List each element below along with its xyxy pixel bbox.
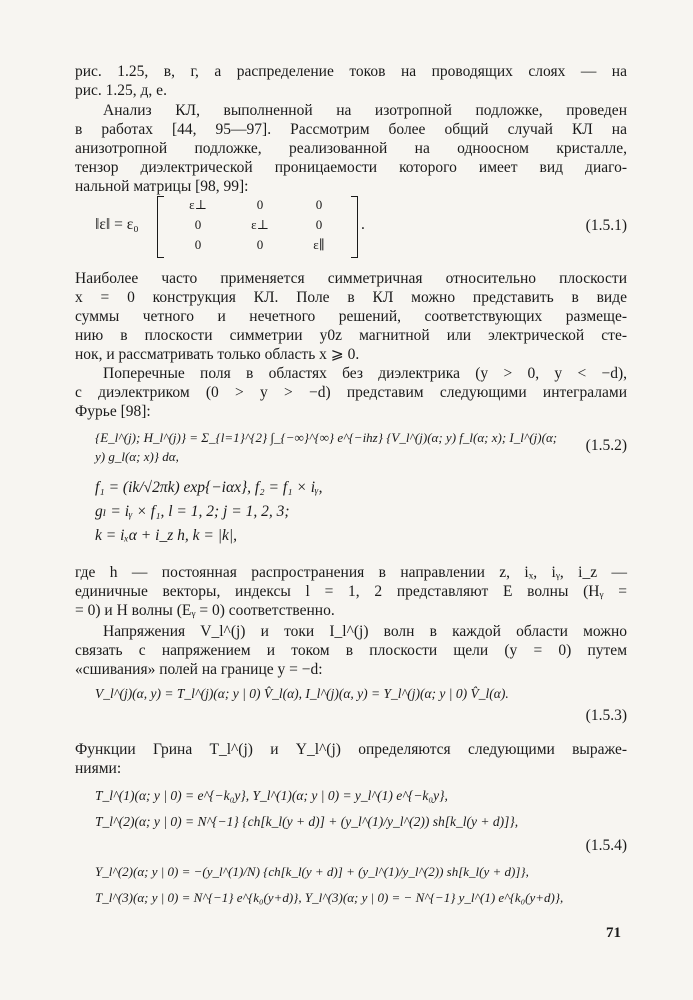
text-line: связать с напряжением и током в плоскости щели (y = 0) путем xyxy=(75,642,627,659)
equation-line: Y_l^(2)(α; y | 0) = −(y_l^(1)/N) {ch[k_l(y + d)] + (y_l^(1)/y_l^(2)) sh[k_l(y + d)]}, xyxy=(95,864,529,879)
permittivity-matrix xyxy=(95,194,365,260)
text-line: Функции Грина T_l^(j) и Y_l^(j) определяются следующими выраже- xyxy=(75,741,627,758)
text-line: рис. 1.25, д, е. xyxy=(75,82,167,99)
text-line: нальной матрицы [98, 99]: xyxy=(75,178,249,195)
equation-line: T_l^(1)(α; y | 0) = e^{−k₀y}, Y_l^(1)(α; y | 0) = y_l^(1) e^{−k₀y}, xyxy=(95,788,448,803)
matrix-cell: 0 xyxy=(194,237,202,252)
equation-number: (1.5.2) xyxy=(585,437,627,454)
text-line: = 0) и H волны (Eᵧ = 0) соответственно. xyxy=(75,602,335,619)
text-line: Напряжения V_l^(j) и токи I_l^(j) волн в каждой области можно xyxy=(103,623,627,640)
text-line: где h — постоянная распространения в направлении z, iₓ, iᵧ, i_z — xyxy=(75,564,627,581)
text-line: ниями: xyxy=(75,760,122,777)
text-line: x = 0 конструкция КЛ. Поле в КЛ можно представить в виде xyxy=(75,289,627,306)
equation-line: gₗ = iᵧ × f₁, l = 1, 2; j = 1, 2, 3; xyxy=(95,503,290,520)
text-line: Фурье [98]: xyxy=(75,403,151,420)
text-line: Анализ КЛ, выполненной на изотропной подложке, проведен xyxy=(103,102,627,119)
equation-line: f₁ = (ik/√2πk) exp{−iαx}, f₂ = f₁ × iᵧ, xyxy=(95,479,323,496)
matrix-cell: 0 xyxy=(315,197,323,212)
matrix-label: ‖ε‖ = ε₀ xyxy=(95,216,139,233)
text-line: «сшивания» полей на границе y = −d: xyxy=(75,661,323,678)
text-line: анизотропной подложке, реализованной на одноосном кристалле, xyxy=(75,140,627,157)
matrix-cell: ε⊥ xyxy=(189,197,207,212)
text-line: нию в плоскости симметрии y0z магнитной или электрической сте- xyxy=(75,327,627,344)
matrix-cell: ε⊥ xyxy=(251,217,269,232)
equation-1-5-2-fourier: {E_l^(j); H_l^(j)} = Σ_{l=1}^{2} ∫_{−∞}^{∞} e^{−ihz} {V_l^(j)(α; y) f_l(α; x); I_l^(j)(α; y) g_l(α; x)} dα, xyxy=(95,430,558,464)
equation-line: T_l^(2)(α; y | 0) = N^{−1} {ch[k_l(y + d)] + (y_l^(1)/y_l^(2)) sh[k_l(y + d)]}, xyxy=(95,814,519,829)
matrix-period: . xyxy=(361,216,365,233)
left-bracket xyxy=(157,196,164,258)
text-line: единичные векторы, индексы l = 1, 2 представляют E волны (Hᵧ = xyxy=(75,583,627,600)
text-line: нок, и рассматривать только область x ⩾ 0. xyxy=(75,346,360,363)
equation-line: T_l^(3)(α; y | 0) = N^{−1} e^{k₀(y+d)}, Y_l^(3)(α; y | 0) = − N^{−1} y_l^(1) e^{k₀(y+d)}, xyxy=(95,890,564,905)
matrix-cell: 0 xyxy=(256,237,264,252)
matrix-grid xyxy=(167,196,347,254)
equation-number: (1.5.4) xyxy=(585,837,627,854)
matrix-cell: 0 xyxy=(315,217,323,232)
text-line: в работах [44, 95—97]. Рассмотрим более общий случай КЛ на xyxy=(75,121,627,138)
text-line: с диэлектриком (0 > y > −d) представим следующими интегралами xyxy=(75,384,627,401)
equation-number: (1.5.1) xyxy=(585,217,627,234)
text-line: Поперечные поля в областях без диэлектрика (y > 0, y < −d), xyxy=(103,365,627,382)
text-line: Наиболее часто применяется симметричная относительно плоскости xyxy=(75,270,627,287)
equation-line: k = iₓα + i_z h, k = |k|, xyxy=(95,527,237,544)
matrix-cell: ε∥ xyxy=(313,237,325,252)
matrix-cell: 0 xyxy=(256,197,264,212)
right-bracket xyxy=(351,196,358,258)
equation-1-5-3: V_l^(j)(α, y) = T_l^(j)(α; y | 0) V̂_l(α), I_l^(j)(α, y) = Y_l^(j)(α; y | 0) V̂_l(α). xyxy=(95,686,509,701)
text-line: тензор диэлектрической проницаемости которого имеет вид диаго- xyxy=(75,159,627,176)
text-line: рис. 1.25, в, г, а распределение токов на проводящих слоях — на xyxy=(75,63,627,80)
matrix-cell: 0 xyxy=(194,217,202,232)
equation-number: (1.5.3) xyxy=(585,707,627,724)
page-number: 71 xyxy=(606,925,621,941)
text-line: суммы четного и нечетного решений, соответствующих размеще- xyxy=(75,308,627,325)
